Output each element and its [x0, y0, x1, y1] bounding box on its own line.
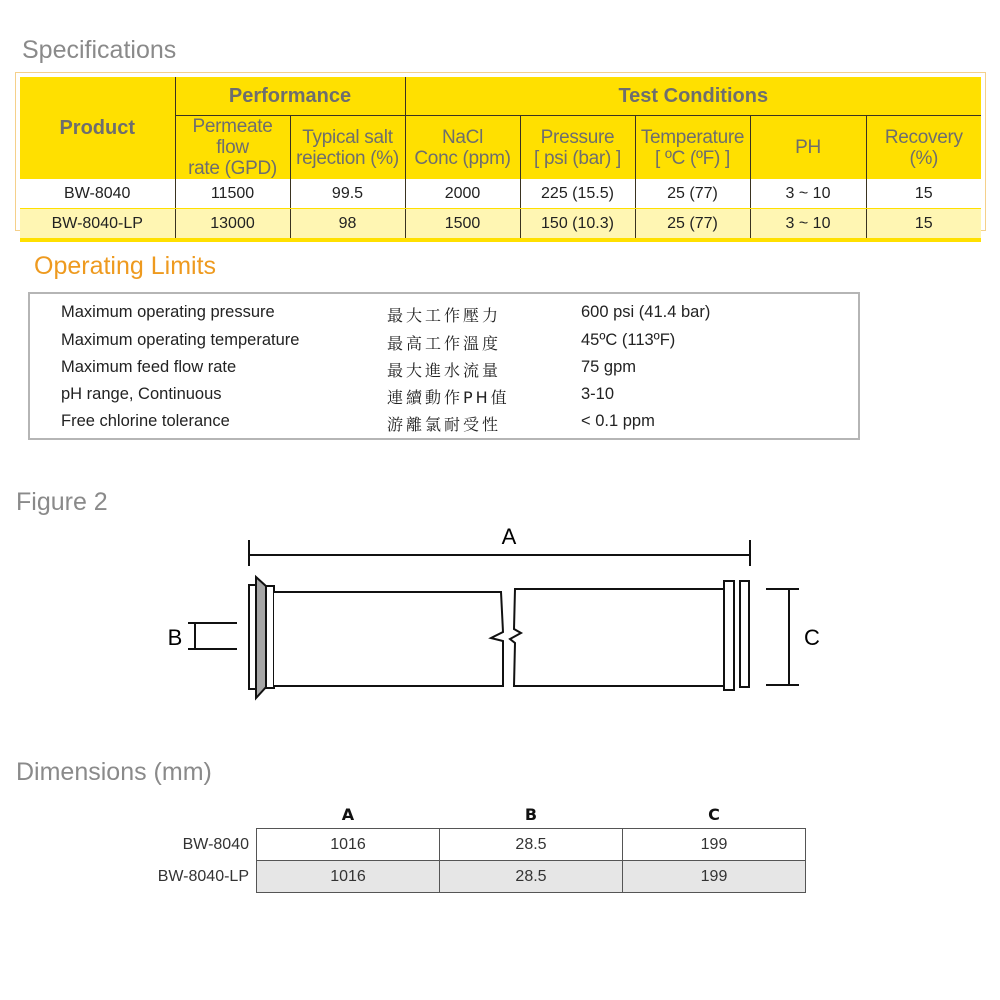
specifications-table-frame [15, 72, 986, 231]
table-cell: 199 [623, 829, 806, 861]
limit-label: Maximum operating pressure [61, 303, 275, 321]
table-row [20, 209, 981, 241]
table-cell: 2000 [405, 179, 520, 209]
table-cell: 1500 [405, 209, 520, 241]
column-header-recovery: Recovery (%) [866, 116, 981, 180]
table-cell: 28.5 [440, 861, 623, 893]
performance-header: Performance [175, 77, 405, 116]
limit-label: Maximum feed flow rate [61, 358, 237, 376]
column-header-ph: PH [750, 116, 866, 180]
table-cell: 13000 [175, 209, 290, 241]
specifications-table [20, 77, 981, 242]
product-header: Product [20, 77, 175, 179]
column-header-pressure: Pressure [ psi (bar) ] [520, 116, 635, 180]
table-cell: 99.5 [290, 179, 405, 209]
limit-label: Free chlorine tolerance [61, 412, 230, 430]
column-header-temperature: Temperature [ ºC (ºF) ] [635, 116, 750, 180]
limit-value: 600 psi (41.4 bar) [581, 303, 711, 321]
limit-label-zh: 游離氯耐受性 [387, 415, 502, 434]
right-end-ring-1 [724, 581, 734, 690]
limit-label: Maximum operating temperature [61, 331, 300, 349]
dimension-b-label: B [167, 625, 183, 650]
limit-value: < 0.1 ppm [581, 412, 655, 430]
table-cell: 28.5 [440, 829, 623, 861]
limit-label-zh: 最大進水流量 [387, 361, 502, 380]
table-cell: 225 (15.5) [520, 179, 635, 209]
dimensions-title: Dimensions (mm) [16, 758, 212, 786]
column-header-salt-rejection: Typical salt rejection (%) [290, 116, 405, 180]
dimensions-table [140, 800, 806, 893]
right-end-ring-2 [740, 581, 749, 687]
table-cell: 199 [623, 861, 806, 893]
product-label: BW-8040 [182, 835, 249, 853]
table-cell: 98 [290, 209, 405, 241]
table-cell: 25 (77) [635, 179, 750, 209]
dimension-header-b: B [524, 804, 538, 824]
element-body-right [510, 589, 726, 686]
table-cell: 3 ~ 10 [750, 179, 866, 209]
table-cell: 11500 [175, 179, 290, 209]
table-cell: 150 (10.3) [520, 209, 635, 241]
membrane-element-diagram [0, 520, 1000, 710]
product-cell: BW-8040-LP [20, 209, 175, 241]
table-cell: 1016 [257, 829, 440, 861]
test-conditions-header: Test Conditions [405, 77, 981, 116]
specifications-title: Specifications [22, 36, 177, 64]
product-label: BW-8040-LP [157, 867, 249, 885]
figure-title: Figure 2 [16, 488, 108, 516]
dimension-header-a: A [341, 804, 355, 824]
column-header-permeate-flow: Permeate flow rate (GPD) [175, 116, 290, 180]
dimension-header-c: C [708, 804, 720, 824]
table-row [140, 861, 806, 893]
left-inner-ring [266, 586, 274, 688]
table-row [20, 179, 981, 209]
table-cell: 25 (77) [635, 209, 750, 241]
table-row [140, 829, 806, 861]
element-body-left [274, 592, 503, 686]
table-cell: 15 [866, 179, 981, 209]
table-cell: 1016 [257, 861, 440, 893]
operating-limits-box [28, 292, 860, 440]
column-header-nacl: NaCl Conc (ppm) [405, 116, 520, 180]
table-cell: 3 ~ 10 [750, 209, 866, 241]
limit-label-zh: 最高工作溫度 [387, 334, 502, 353]
product-cell: BW-8040 [20, 179, 175, 209]
dimension-c-label: C [804, 625, 820, 650]
limit-label-zh: 最大工作壓力 [387, 306, 502, 325]
operating-limits-title: Operating Limits [34, 252, 217, 280]
table-cell: 15 [866, 209, 981, 241]
limit-label: pH range, Continuous [61, 385, 222, 403]
dimension-a-label: A [501, 524, 517, 549]
limit-value: 75 gpm [581, 358, 637, 376]
limit-value: 45ºC (113ºF) [581, 331, 676, 349]
limit-value: 3-10 [581, 385, 615, 403]
limit-label-zh: 連續動作PH值 [387, 388, 510, 407]
